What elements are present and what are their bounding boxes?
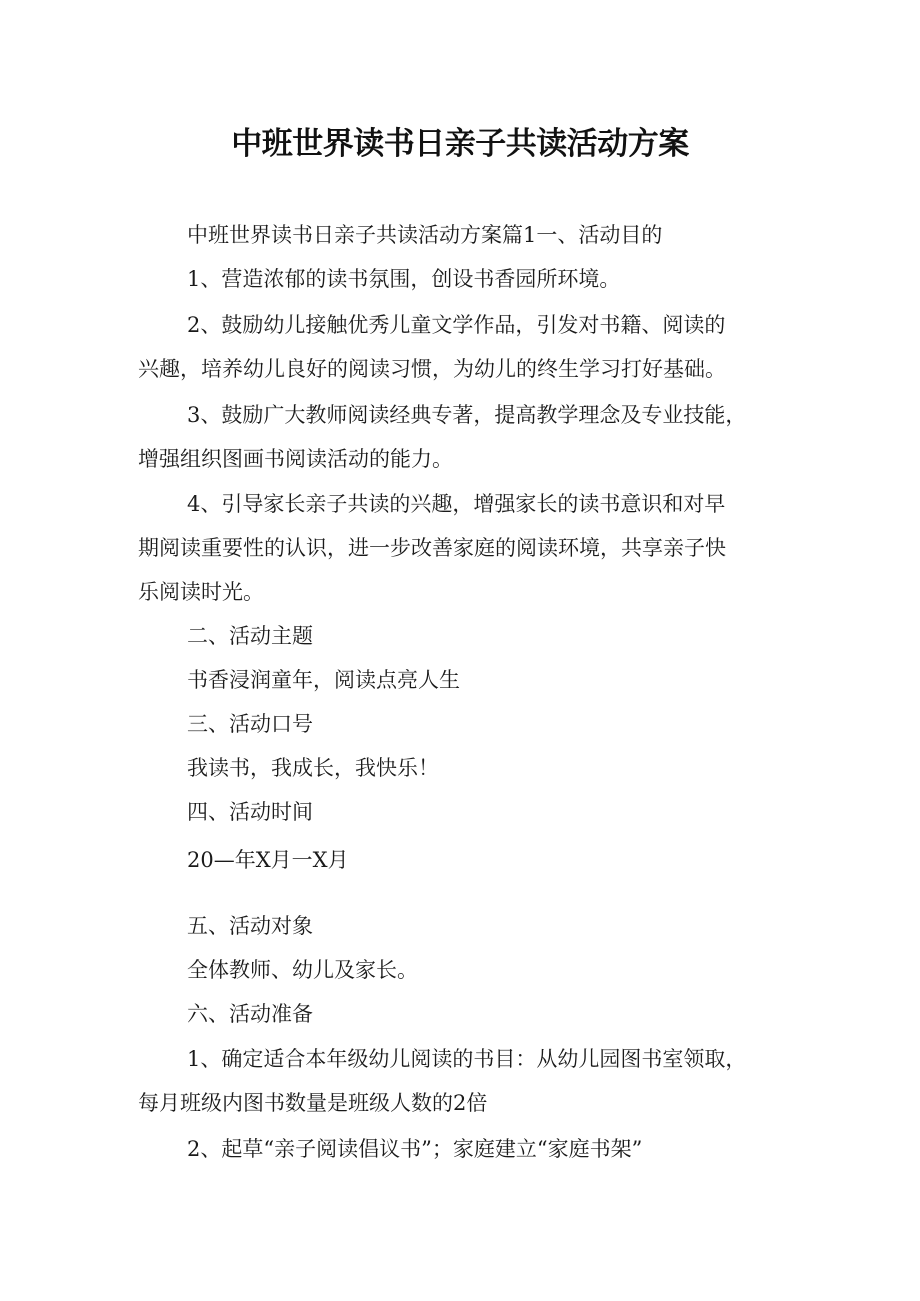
goal-3-line-2: 增强组织图画书阅读活动的能力。 — [138, 447, 453, 471]
goal-1: 1、营造浓郁的读书氛围，创设书香园所环境。 — [187, 267, 621, 291]
prep-2: 2、起草“亲子阅读倡议书”；家庭建立“家庭书架” — [187, 1137, 643, 1161]
slogan-text: 我读书，我成长，我快乐！ — [187, 756, 439, 780]
prep-1-line-1: 1、确定适合本年级幼儿阅读的书目：从幼儿园图书室领取， — [187, 1047, 747, 1071]
goal-4-line-1: 4、引导家长亲子共读的兴趣，增强家长的读书意识和对早 — [187, 492, 726, 516]
section-preparation-heading: 六、活动准备 — [187, 1002, 313, 1026]
section-slogan-heading: 三、活动口号 — [187, 712, 313, 736]
goal-3-line-1: 3、鼓励广大教师阅读经典专著，提高教学理念及专业技能， — [187, 403, 747, 427]
goal-4-line-3: 乐阅读时光。 — [138, 580, 264, 604]
intro-line: 中班世界读书日亲子共读活动方案篇1一、活动目的 — [187, 223, 663, 247]
goal-2-line-1: 2、鼓励幼儿接触优秀儿童文学作品，引发对书籍、阅读的 — [187, 313, 726, 337]
goal-2-line-2: 兴趣，培养幼儿良好的阅读习惯，为幼儿的终生学习打好基础。 — [138, 357, 726, 381]
goal-4-line-2: 期阅读重要性的认识，进一步改善家庭的阅读环境，共享亲子快 — [138, 536, 726, 560]
document-title: 中班世界读书日亲子共读活动方案 — [231, 126, 689, 162]
prep-1-line-2: 每月班级内图书数量是班级人数的2倍 — [138, 1091, 488, 1115]
theme-text: 书香浸润童年，阅读点亮人生 — [187, 668, 460, 692]
section-time-heading: 四、活动时间 — [187, 800, 313, 824]
section-theme-heading: 二、活动主题 — [187, 624, 313, 648]
time-text: 20—年X月一X月 — [187, 848, 349, 872]
section-audience-heading: 五、活动对象 — [187, 914, 313, 938]
audience-text: 全体教师、幼儿及家长。 — [187, 958, 418, 982]
